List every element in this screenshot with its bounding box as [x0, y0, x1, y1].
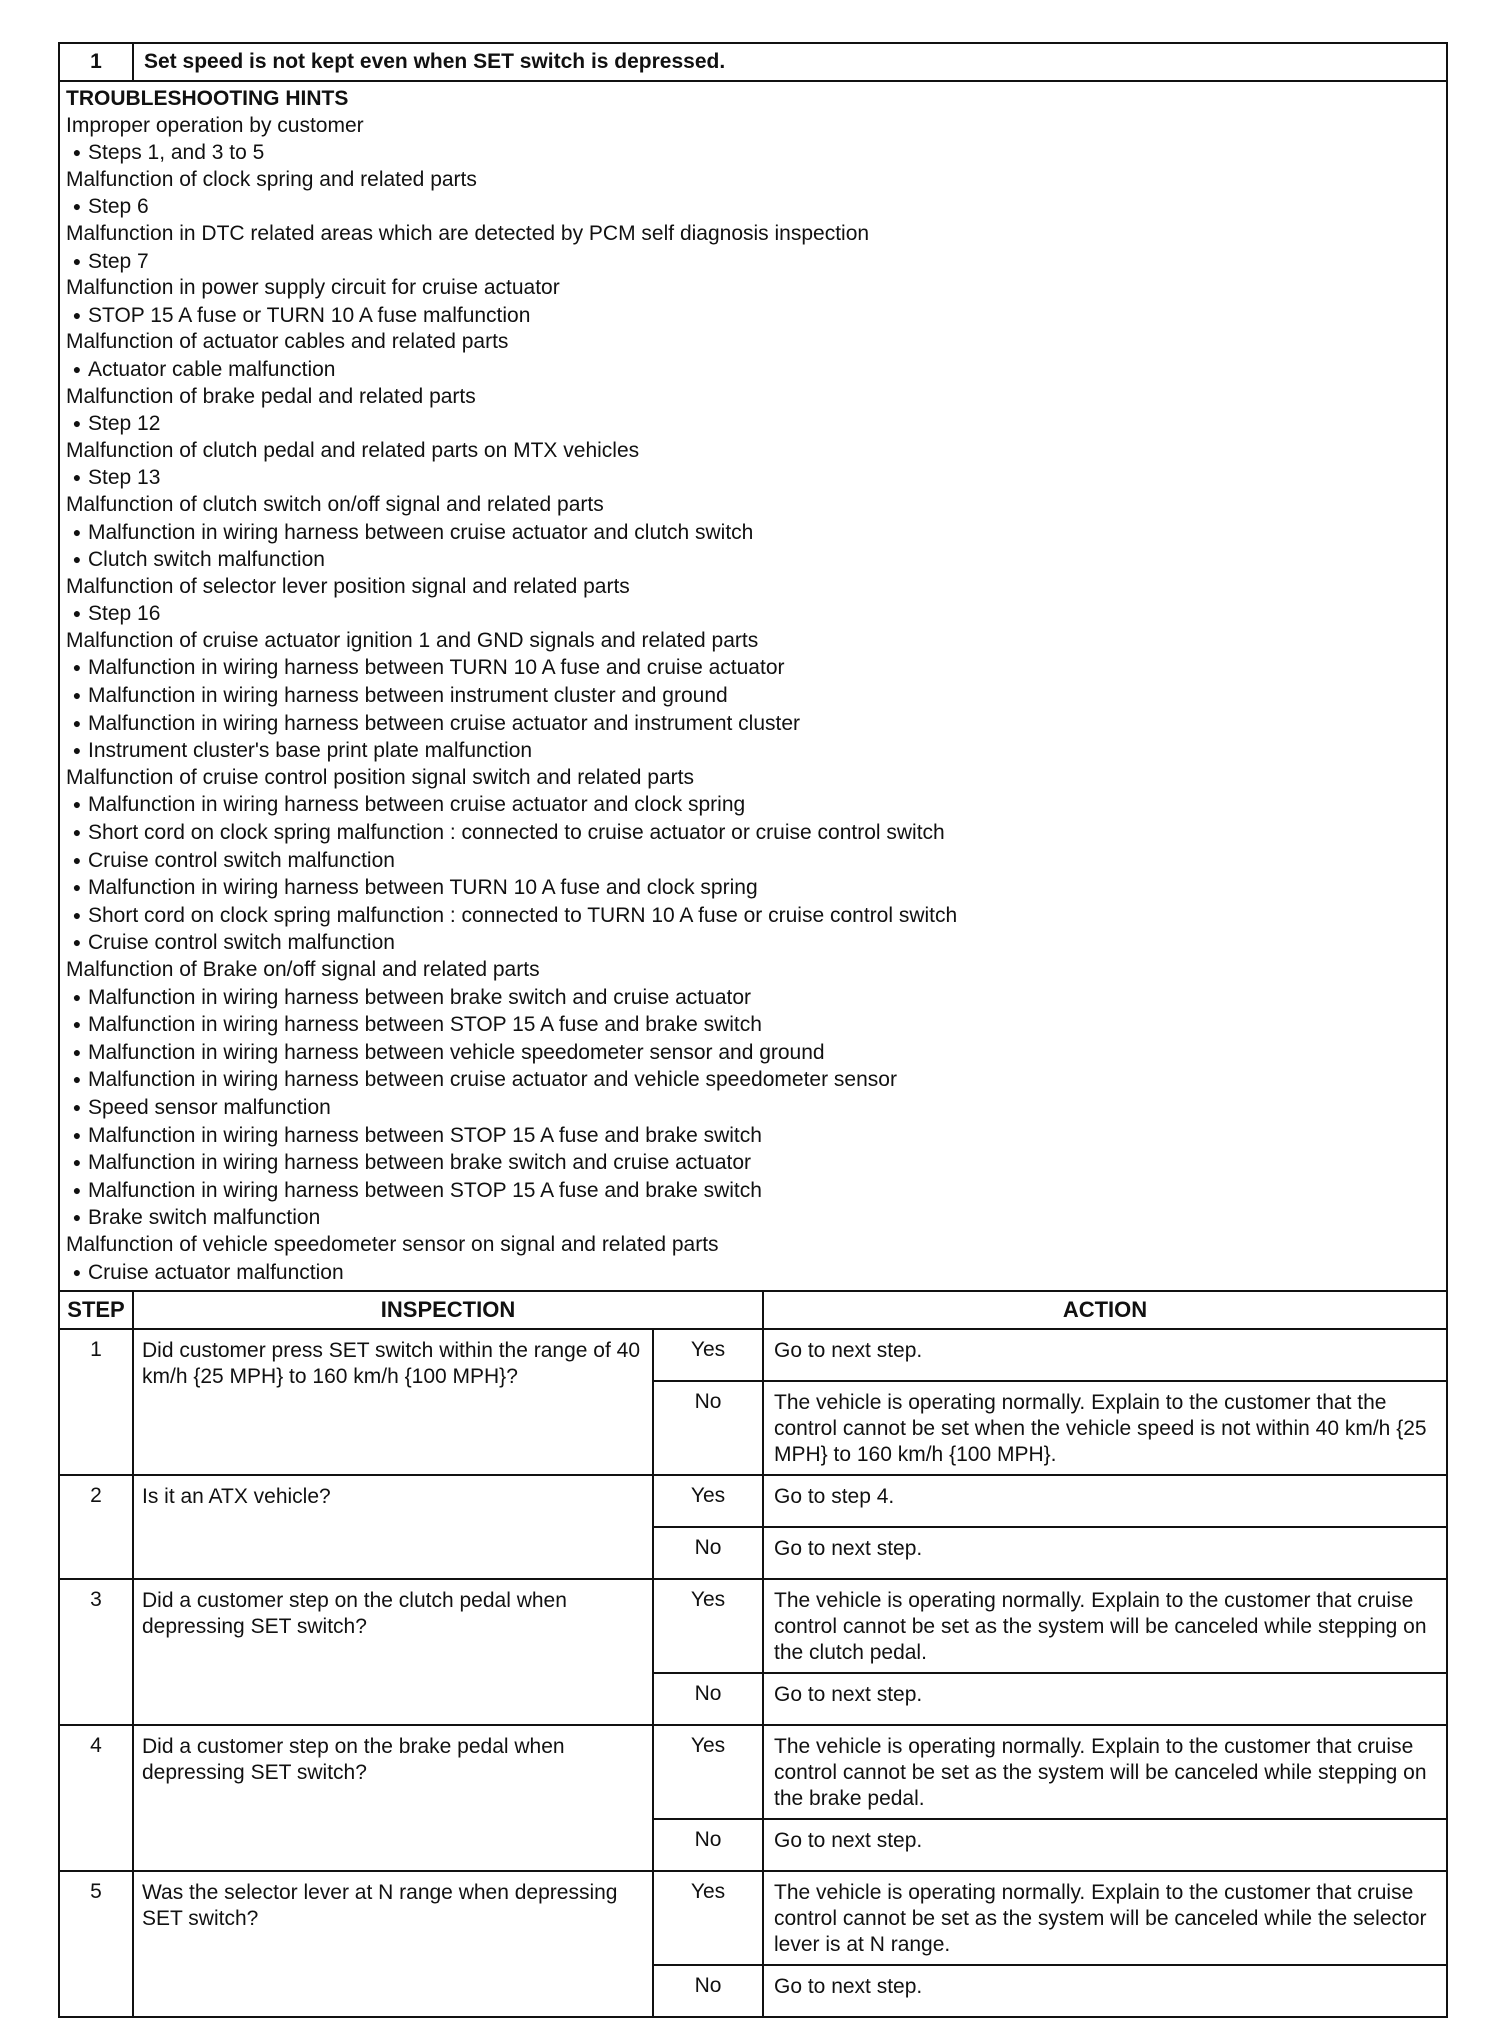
yes-label: Yes	[653, 1871, 763, 1965]
hint-bullet-item	[66, 356, 1440, 384]
hint-text: Malfunction of clutch pedal and related parts on MTX vehicles	[66, 438, 640, 462]
hint-bullet-item	[66, 710, 1440, 738]
hint-text: Actuator cable malfunction	[88, 357, 336, 381]
bullet-icon: ●	[72, 879, 82, 896]
hint-bullet-item	[66, 1011, 1440, 1039]
step-rows	[59, 1329, 1447, 2017]
no-label: No	[653, 1527, 763, 1579]
bullet-icon: ●	[72, 1016, 82, 1033]
bullet-icon: ●	[72, 687, 82, 704]
bullet-icon: ●	[72, 1071, 82, 1088]
hint-text: Malfunction in power supply circuit for cruise actuator	[66, 276, 560, 300]
hint-bullet-item	[66, 819, 1440, 847]
yes-action: Go to step 4.	[763, 1475, 1447, 1527]
bullet-icon: ●	[72, 1154, 82, 1171]
no-action: Go to next step.	[763, 1527, 1447, 1579]
hint-bullet-item	[66, 193, 1440, 221]
bullet-icon: ●	[72, 415, 82, 432]
bullet-icon: ●	[72, 742, 82, 759]
title-row	[59, 43, 1447, 81]
hint-bullet-item	[66, 546, 1440, 574]
bullet-icon: ●	[72, 605, 82, 622]
hint-bullet-item	[66, 874, 1440, 902]
hint-text: Malfunction in wiring harness between STOP 15 A fuse and brake switch	[88, 1013, 762, 1037]
hint-bullet-item	[66, 302, 1440, 330]
col-header-action: ACTION	[763, 1291, 1447, 1329]
bullet-icon: ●	[72, 796, 82, 813]
yes-action: Go to next step.	[763, 1329, 1447, 1381]
hint-text: Malfunction of vehicle speedometer sensor on signal and related parts	[66, 1232, 719, 1256]
hint-category	[66, 957, 1440, 984]
step-number: 2	[59, 1475, 133, 1579]
hint-text: Improper operation by customer	[66, 113, 364, 137]
hint-bullet-item	[66, 929, 1440, 957]
bullet-icon: ●	[72, 934, 82, 951]
yes-action: The vehicle is operating normally. Explain to the customer that cruise control cannot be set as the system will be canceled while stepping on the brake pedal.	[763, 1725, 1447, 1819]
hint-bullet-item	[66, 1066, 1440, 1094]
no-label: No	[653, 1673, 763, 1725]
step-row	[59, 1871, 1447, 1965]
hint-text: Malfunction in wiring harness between instrument cluster and ground	[88, 684, 728, 708]
hint-category	[66, 221, 1440, 248]
hint-category	[66, 1232, 1440, 1259]
hint-text: Step 6	[88, 195, 149, 219]
yes-action: The vehicle is operating normally. Explain to the customer that cruise control cannot be set as the system will be canceled while stepping on the clutch pedal.	[763, 1579, 1447, 1673]
hint-bullet-item	[66, 984, 1440, 1012]
hint-bullet-item	[66, 1039, 1440, 1067]
inspection-table-header	[59, 1291, 1447, 1329]
bullet-icon: ●	[72, 1181, 82, 1198]
inspection-table	[58, 1290, 1448, 2018]
hint-category	[66, 628, 1440, 655]
hint-category	[66, 492, 1440, 519]
step-number: 4	[59, 1725, 133, 1871]
hint-text: Brake switch malfunction	[88, 1206, 321, 1230]
no-label: No	[653, 1381, 763, 1475]
bullet-icon: ●	[72, 198, 82, 215]
step-inspection: Did a customer step on the brake pedal when depressing SET switch?	[133, 1725, 653, 1871]
symptom-number: 1	[59, 43, 133, 81]
no-label: No	[653, 1965, 763, 2017]
bullet-icon: ●	[72, 906, 82, 923]
hint-text: Malfunction in wiring harness between STOP 15 A fuse and brake switch	[88, 1123, 762, 1147]
hint-text: Malfunction in wiring harness between cruise actuator and instrument cluster	[88, 711, 801, 735]
bullet-icon: ●	[72, 551, 82, 568]
hint-category	[66, 384, 1440, 411]
hint-bullet-item	[66, 139, 1440, 167]
hint-bullet-item	[66, 1149, 1440, 1177]
hint-category	[66, 765, 1440, 792]
hint-category	[66, 167, 1440, 194]
hint-bullet-item	[66, 902, 1440, 930]
hint-text: Malfunction of cruise actuator ignition 1 and GND signals and related parts	[66, 628, 759, 652]
hint-text: Malfunction of cruise control position signal switch and related parts	[66, 765, 694, 789]
hints-heading: TROUBLESHOOTING HINTS	[66, 87, 349, 110]
yes-label: Yes	[653, 1329, 763, 1381]
hint-text: Malfunction in wiring harness between brake switch and cruise actuator	[88, 1151, 752, 1175]
hint-text: Malfunction in wiring harness between cruise actuator and clock spring	[88, 793, 746, 817]
bullet-icon: ●	[72, 659, 82, 676]
yes-label: Yes	[653, 1579, 763, 1673]
hint-bullet-item	[66, 1259, 1440, 1287]
hint-bullet-item	[66, 600, 1440, 628]
hint-text: Malfunction in wiring harness between brake switch and cruise actuator	[88, 985, 752, 1009]
bullet-icon: ●	[72, 144, 82, 161]
hint-bullet-item	[66, 248, 1440, 276]
hint-bullet-item	[66, 1177, 1440, 1205]
hint-bullet-item	[66, 737, 1440, 765]
step-number: 5	[59, 1871, 133, 2017]
bullet-icon: ●	[72, 469, 82, 486]
hint-text: Step 12	[88, 412, 161, 436]
bullet-icon: ●	[72, 1126, 82, 1143]
hint-category	[66, 329, 1440, 356]
bullet-icon: ●	[72, 523, 82, 540]
hint-text: Step 16	[88, 602, 161, 626]
header-table	[58, 42, 1448, 1292]
hint-text: Steps 1, and 3 to 5	[88, 141, 265, 165]
hint-text: Malfunction of clutch switch on/off signal and related parts	[66, 492, 604, 516]
hint-text: STOP 15 A fuse or TURN 10 A fuse malfunction	[88, 303, 531, 327]
hint-category	[66, 438, 1440, 465]
col-header-inspection: INSPECTION	[133, 1291, 763, 1329]
step-inspection: Is it an ATX vehicle?	[133, 1475, 653, 1579]
no-label: No	[653, 1819, 763, 1871]
hint-bullet-item	[66, 1094, 1440, 1122]
troubleshooting-hints	[59, 81, 1447, 1291]
bullet-icon: ●	[72, 988, 82, 1005]
hint-text: Malfunction of clock spring and related parts	[66, 167, 477, 191]
col-header-step: STEP	[59, 1291, 133, 1329]
hint-bullet-item	[66, 847, 1440, 875]
hint-text: Malfunction of selector lever position signal and related parts	[66, 574, 630, 598]
bullet-icon: ●	[72, 1209, 82, 1226]
step-inspection: Did a customer step on the clutch pedal when depressing SET switch?	[133, 1579, 653, 1725]
bullet-icon: ●	[72, 360, 82, 377]
symptom-title: Set speed is not kept even when SET switch is depressed.	[133, 43, 1447, 81]
hints-list	[66, 113, 1440, 1287]
hint-text: Malfunction in wiring harness between TURN 10 A fuse and clock spring	[88, 876, 758, 900]
bullet-icon: ●	[72, 851, 82, 868]
hint-category	[66, 275, 1440, 302]
no-action: Go to next step.	[763, 1673, 1447, 1725]
yes-label: Yes	[653, 1725, 763, 1819]
hint-bullet-item	[66, 682, 1440, 710]
hint-bullet-item	[66, 791, 1440, 819]
hint-text: Cruise control switch malfunction	[88, 931, 395, 955]
step-inspection: Did customer press SET switch within the range of 40 km/h {25 MPH} to 160 km/h {100 MPH}?	[133, 1329, 653, 1475]
hint-text: Malfunction of brake pedal and related parts	[66, 384, 476, 408]
bullet-icon: ●	[72, 824, 82, 841]
hint-bullet-item	[66, 654, 1440, 682]
yes-action: The vehicle is operating normally. Explain to the customer that cruise control cannot be set as the system will be canceled while the selector lever is at N range.	[763, 1871, 1447, 1965]
hint-text: Malfunction in wiring harness between cruise actuator and vehicle speedometer sensor	[88, 1068, 897, 1092]
hint-bullet-item	[66, 1204, 1440, 1232]
step-row	[59, 1329, 1447, 1381]
bullet-icon: ●	[72, 714, 82, 731]
hint-category	[66, 113, 1440, 140]
yes-label: Yes	[653, 1475, 763, 1527]
hint-text: Cruise actuator malfunction	[88, 1260, 344, 1284]
step-number: 1	[59, 1329, 133, 1475]
bullet-icon: ●	[72, 306, 82, 323]
step-row	[59, 1579, 1447, 1673]
no-action: The vehicle is operating normally. Explain to the customer that the control cannot be set when the vehicle speed is not within 40 km/h {25 MPH} to 160 km/h {100 MPH}.	[763, 1381, 1447, 1475]
bullet-icon: ●	[72, 1043, 82, 1060]
hint-bullet-item	[66, 464, 1440, 492]
hint-text: Short cord on clock spring malfunction : connected to cruise actuator or cruise control switch	[88, 821, 945, 845]
hint-text: Malfunction of actuator cables and related parts	[66, 330, 509, 354]
hint-text: Malfunction in wiring harness between TURN 10 A fuse and cruise actuator	[88, 656, 785, 680]
hint-text: Step 7	[88, 249, 149, 273]
hint-text: Clutch switch malfunction	[88, 548, 325, 572]
step-number: 3	[59, 1579, 133, 1725]
bullet-icon: ●	[72, 252, 82, 269]
bullet-icon: ●	[72, 1263, 82, 1280]
no-action: Go to next step.	[763, 1965, 1447, 2017]
hint-text: Malfunction in wiring harness between cruise actuator and clutch switch	[88, 520, 754, 544]
hint-text: Malfunction in DTC related areas which are detected by PCM self diagnosis inspection	[66, 221, 870, 245]
hint-text: Cruise control switch malfunction	[88, 848, 395, 872]
hint-text: Malfunction in wiring harness between vehicle speedometer sensor and ground	[88, 1040, 825, 1064]
hint-text: Malfunction in wiring harness between STOP 15 A fuse and brake switch	[88, 1178, 762, 1202]
step-inspection: Was the selector lever at N range when depressing SET switch?	[133, 1871, 653, 2017]
hint-bullet-item	[66, 519, 1440, 547]
step-row	[59, 1475, 1447, 1527]
hint-text: Malfunction of Brake on/off signal and related parts	[66, 958, 540, 981]
bullet-icon: ●	[72, 1098, 82, 1115]
hint-text: Speed sensor malfunction	[88, 1095, 331, 1119]
step-row	[59, 1725, 1447, 1819]
hint-text: Step 13	[88, 466, 161, 490]
hint-bullet-item	[66, 410, 1440, 438]
hint-text: Instrument cluster's base print plate malfunction	[88, 739, 533, 763]
hint-text: Short cord on clock spring malfunction : connected to TURN 10 A fuse or cruise control switch	[88, 903, 958, 927]
hint-bullet-item	[66, 1122, 1440, 1150]
troubleshooting-page	[58, 42, 1448, 2018]
hint-category	[66, 574, 1440, 601]
no-action: Go to next step.	[763, 1819, 1447, 1871]
